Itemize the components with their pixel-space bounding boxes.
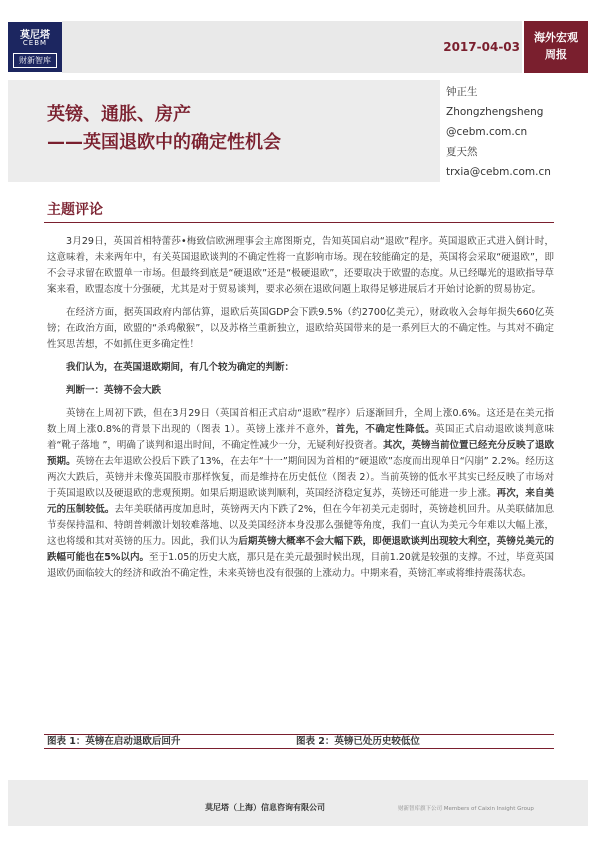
report-type-tag: [524, 21, 588, 73]
emphasis: 其次，英镑当前位置已经充分反映了退欧预期。: [47, 440, 554, 467]
figure-1-caption: 图表 1：英镑在启动退欧后回升: [47, 736, 181, 747]
emphasis: 首先，不确定性降低。: [335, 424, 436, 435]
paragraph: 3月29日，英国首相特蕾莎•梅致信欧洲理事会主席图斯克，告知英国启动“退欧”程序。英国退欧正式进入倒计时，这意味着，未来两年中，有关英国退欧谈判的不确定性将一直影响市场。现在较能确定的是，英国将会采取“硬退欧”，即不会寻求留在欧盟单一市场。但最终到底是“硬退欧”还是“极硬退欧”，还要取决于欧盟的态度。从已经曝光的退欧指导草案来看，欧盟态度十分强硬，尤其是对于贸易谈判，要求必须在退欧问题上取得足够进展后才开始讨论新的贸易协定。: [47, 236, 554, 295]
company-logo: [8, 22, 62, 72]
footer-company: 莫尼塔（上海）信息咨询有限公司: [205, 803, 325, 812]
author-list: [446, 82, 551, 182]
author-id: Zhongzhengsheng: [446, 106, 544, 118]
figure-caption-bar: [44, 734, 554, 749]
footer-affiliation: 财新智库旗下公司 Members of Caixin Insight Group: [398, 806, 534, 812]
logo-subtitle: 财新智库: [13, 53, 57, 68]
section-title: 主题评论: [47, 202, 103, 218]
author-email[interactable]: trxia@cebm.com.cn: [446, 166, 551, 178]
text-run: 英镑在去年退欧公投后下跌了13%，在去年“十一”期间因为首相的“硬退欧”态度而出现单日“闪崩” 2.2%。经历这两次大跌后，英镑并未像英国股市那样恢复，而是维持在历史低位（图表 2）。当前英镑的低水平其实已经反映了市场对于英国退欧以及硬退欧的悲观预期。如果后期退欧谈判顺利，英国经济稳定复苏，英镑还可能进一步上涨。: [47, 456, 554, 499]
logo-chinese-name: 莫尼塔: [20, 30, 50, 41]
key-judgement-intro: 我们认为，在英国退欧期间，有几个较为确定的判断：: [66, 362, 295, 373]
author-email[interactable]: @cebm.com.cn: [446, 126, 528, 138]
text-run: 英镑在上周初下跌，但在3月29日（英国首相正式启动“退欧”程序）后逐渐回升，全周上涨0.6%。这还是在美元指数上周上涨0.8%的背景下出现的（图表 1）。英镑上涨并不意外，: [47, 408, 554, 435]
report-date: 2017-04-03: [443, 40, 520, 54]
text-run: 英国正式启动退欧谈判意味着“靴子落地 ”，明确了谈判和退出时间，不确定性减少一分，无疑利好投资者。: [47, 424, 554, 451]
report-type-line1: 海外宏观: [534, 31, 578, 44]
report-title-line1: 英镑、通胀、房产: [47, 104, 191, 125]
author-name: 钟正生: [446, 86, 478, 98]
report-type-line2: 周报: [545, 48, 567, 61]
emphasis: 再次，来自美元的压制较低。: [47, 488, 554, 515]
paragraph: 在经济方面，据英国政府内部估算，退欧后英国GDP会下跌9.5%（约2700亿美元），财政收入会每年损失660亿英镑；在政治方面，欧盟的“杀鸡儆猴”，以及苏格兰重新独立，退欧给英国带来的是一系列巨大的不确定性。与其对不确定性冥思苦想，不如抓住更多确定性！: [47, 307, 554, 350]
section-divider: [44, 222, 554, 223]
article-body: [47, 234, 554, 582]
text-run: 至于1.05的历史大底，那只是在美元最强时候出现，目前1.20就是较强的支撑。不过，毕竟英国退欧仍面临较大的经济和政治不确定性，未来英镑也没有很强的上涨动力。中期来看，英镑汇率或将维持震荡状态。: [47, 552, 554, 579]
logo-english-name: CEBM: [22, 39, 48, 47]
page-footer: [8, 780, 588, 826]
figure-2-caption: 图表 2：英镑已处历史较低位: [296, 736, 420, 747]
judgement-heading: 判断一：英镑不会大跌: [66, 385, 162, 396]
author-name: 夏天然: [446, 146, 478, 158]
text-run: 去年美联储再度加息时，英镑两天内下跌了2%，但在今年初美元走弱时，英镑趁机回升。从美联储加息节奏保持温和、特朗普刺激计划较难落地、以及美国经济本身没那么强健等角度，我们一直认为美元今年难以大幅上涨，这也将缓和其对英镑的压力。因此，我们认为: [47, 504, 554, 547]
report-title-line2: ——英国退欧中的确定性机会: [47, 132, 281, 153]
paragraph: [47, 406, 554, 582]
emphasis: 后期英镑大概率不会大幅下跌，即便退欧谈判出现较大利空，英镑兑美元的跌幅可能也在5%以内。: [47, 536, 554, 563]
